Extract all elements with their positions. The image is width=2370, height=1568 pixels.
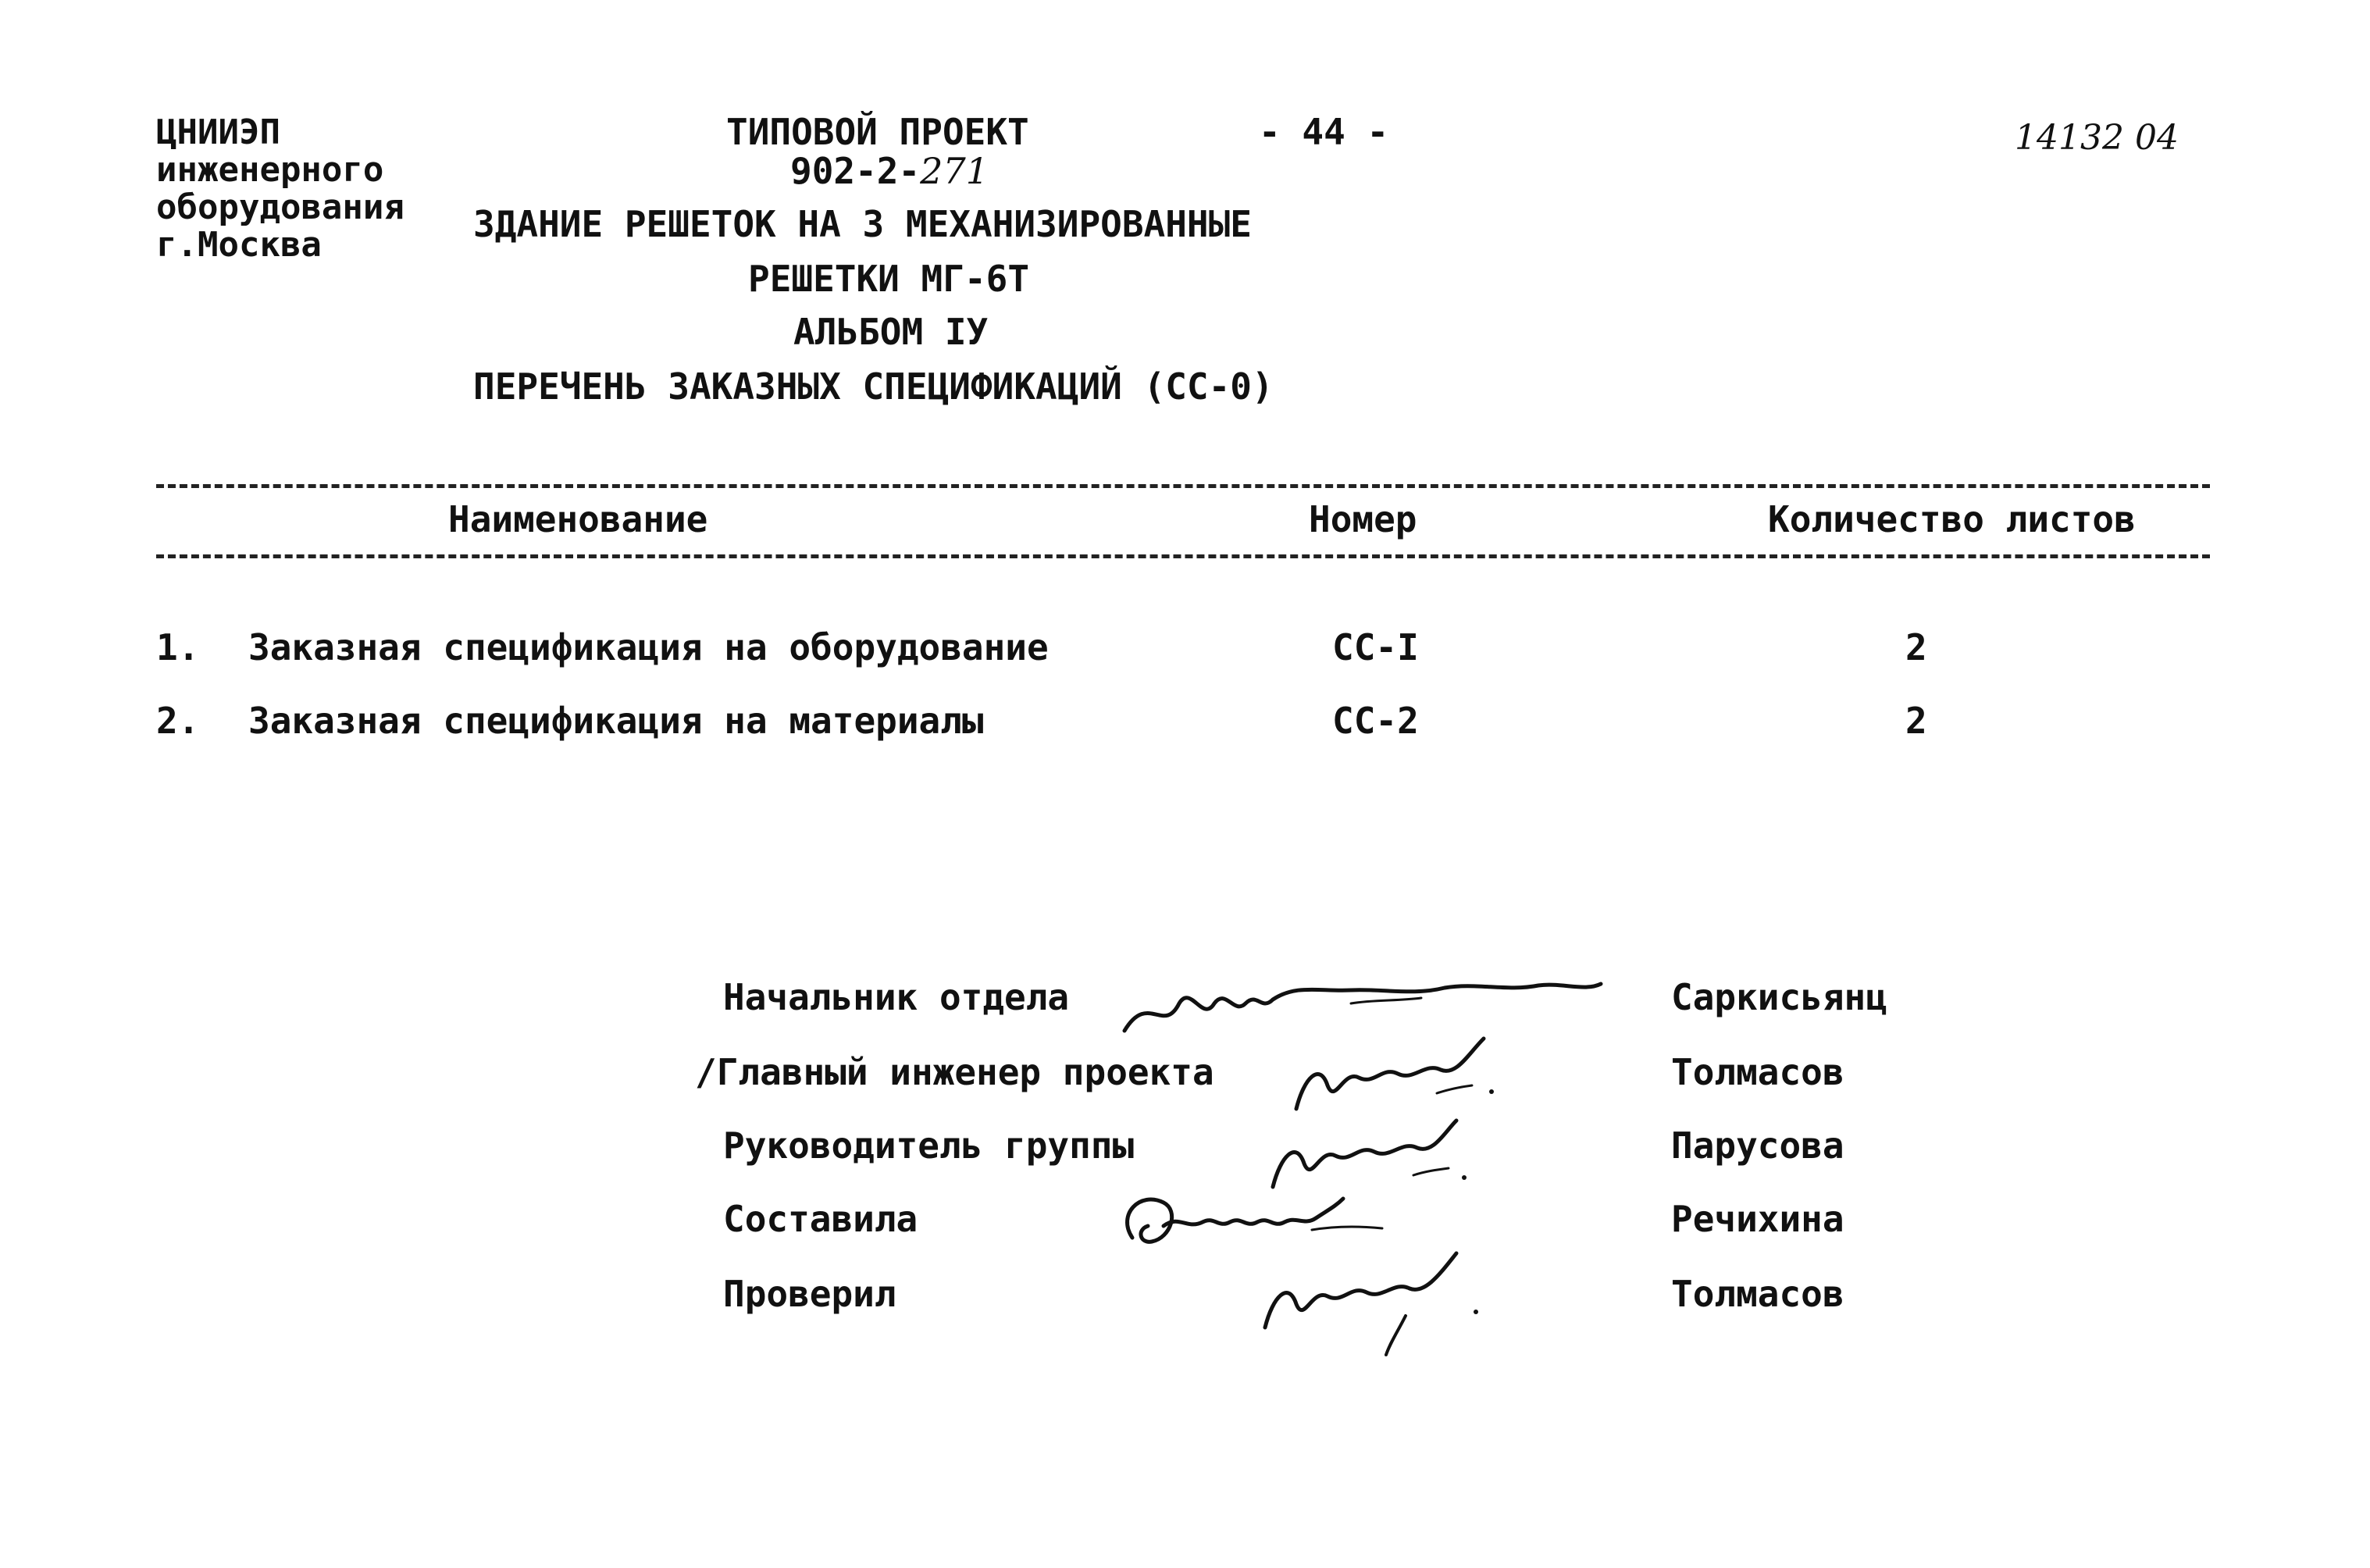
org-name-line3: оборудования: [156, 187, 405, 227]
list-title: ПЕРЕЧЕНЬ ЗАКАЗНЫХ СПЕЦИФИКАЦИЙ (СС-0): [473, 365, 1274, 408]
row-index: 2.: [156, 700, 200, 742]
org-name-line2: инженерного: [156, 150, 384, 190]
signature-name: Толмасов: [1671, 1051, 1844, 1093]
signature-name: Толмасов: [1671, 1273, 1844, 1315]
row-number: СС-2: [1332, 700, 1419, 742]
signature-role: Составила: [723, 1198, 918, 1240]
signature-scribble: [1249, 1242, 1507, 1359]
row-number: СС-I: [1332, 626, 1419, 668]
table-top-rule: [156, 484, 2210, 488]
org-city: г.Москва: [156, 225, 322, 265]
title-line-1: ЗДАНИЕ РЕШЕТОК НА 3 МЕХАНИЗИРОВАННЫЕ: [473, 203, 1252, 245]
signature-name: Речихина: [1671, 1198, 1844, 1240]
signature-role: Проверил: [723, 1273, 896, 1315]
column-header-sheets: Количество листов: [1768, 498, 2136, 540]
org-name-line1: ЦНИИЭП: [156, 112, 280, 152]
row-name: Заказная спецификация на материалы: [248, 700, 984, 742]
archive-number: 14132 04: [2015, 118, 2179, 158]
row-name: Заказная спецификация на оборудование: [248, 626, 1049, 668]
signature-name: Парусова: [1671, 1124, 1844, 1167]
row-index: 1.: [156, 626, 200, 668]
project-type: ТИПОВОЙ ПРОЕКТ: [726, 111, 1029, 153]
signature-name: Саркисьянц: [1671, 976, 1887, 1018]
project-number: [790, 151, 989, 191]
signature-role: Руководитель группы: [723, 1124, 1135, 1167]
signature-role: /Главный инженер проекта: [695, 1051, 1214, 1093]
title-line-2: РЕШЕТКИ МГ-6Т: [748, 258, 1030, 300]
page-number: - 44 -: [1259, 111, 1389, 153]
album-title: АЛЬБОМ IУ: [793, 311, 989, 353]
project-number-prefix: 902-2-: [790, 150, 921, 192]
signature-role: Начальник отдела: [723, 976, 1070, 1018]
row-sheets: 2: [1905, 700, 1927, 742]
project-number-handwritten: 271: [920, 150, 989, 192]
row-sheets: 2: [1905, 626, 1927, 668]
column-header-number: Номер: [1309, 498, 1417, 540]
column-header-name: Наименование: [448, 498, 708, 540]
table-header-rule: [156, 554, 2210, 558]
